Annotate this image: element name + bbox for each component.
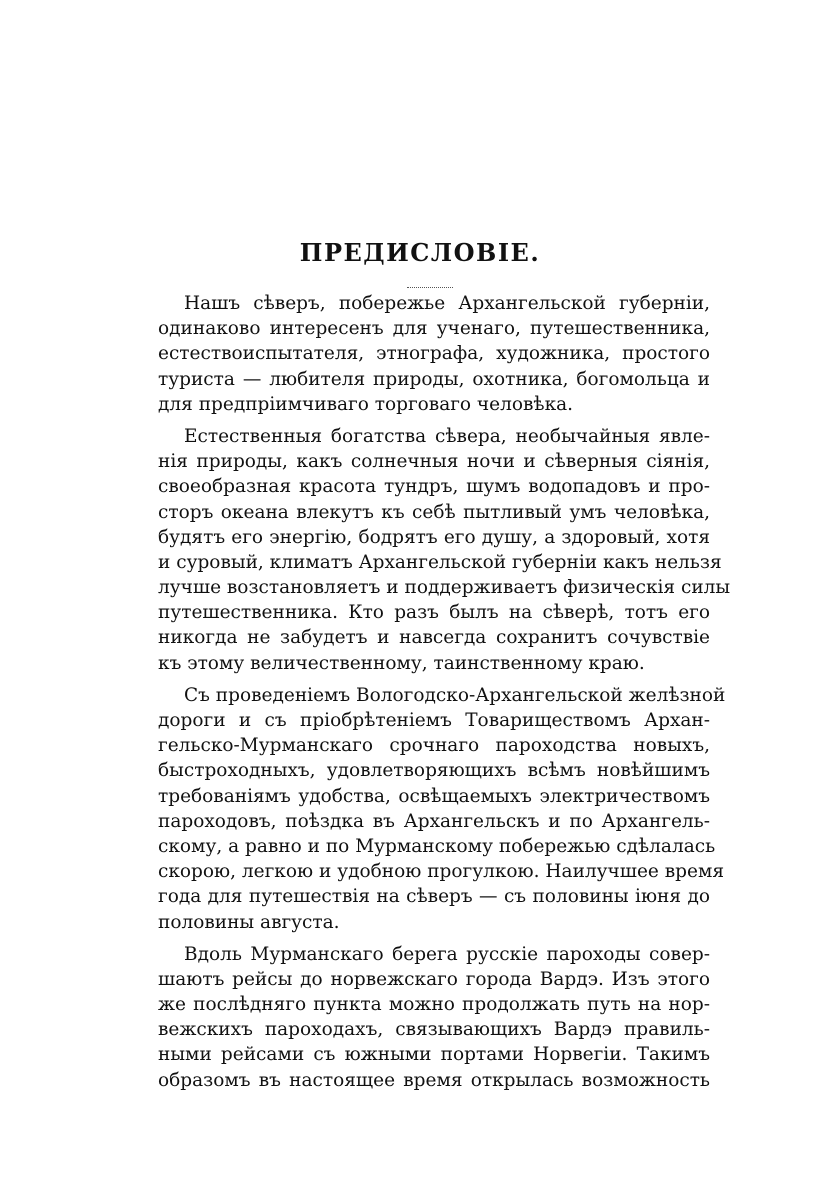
text-line: пароходовъ, поѣздка въ Архангельскъ и по Архангель- <box>158 810 710 832</box>
page-title: ПРЕДИСЛОВІЕ. <box>299 238 541 267</box>
text-line: естествоиспытателя, этнографа, художника, простого <box>158 343 710 365</box>
preface-text <box>158 291 731 1100</box>
text-line: шаютъ рейсы до норвежскаго города Вардэ. Изъ этого <box>158 968 710 990</box>
text-line: для предпріимчиваго торговаго человѣка. <box>158 393 574 415</box>
text-line: скому, а равно и по Мурманскому побережью сдѣлалась <box>158 835 716 857</box>
text-line: быстроходныхъ, удовлетворяющихъ всѣмъ новѣйшимъ <box>158 760 710 782</box>
text-line: Нашъ сѣверъ, побережье Архангельской губерніи, <box>184 293 710 314</box>
title-divider <box>407 287 453 288</box>
text-line: ными рейсами съ южными портами Норвегіи. Такимъ <box>158 1044 710 1066</box>
text-line: гельско-Мурманскаго срочнаго пароходства новыхъ, <box>158 735 710 757</box>
text-line: лучше возстановляетъ и поддерживаетъ физическія силы <box>158 577 731 599</box>
text-line: къ этому величественному, таинственному краю. <box>158 652 645 674</box>
text-line: скорою, легкою и удобною прогулкою. Наилучшее время <box>158 861 725 883</box>
text-line: будятъ его энергію, бодрятъ его душу, а здоровый, хотя <box>158 526 710 548</box>
text-line: своеобразная красота тундръ, шумъ водопадовъ и про- <box>158 476 710 498</box>
text-line: туриста — любителя природы, охотника, богомольца и <box>158 368 710 390</box>
text-line: года для путешествія на сѣверъ — съ половины іюня до <box>158 886 710 908</box>
text-line: половины августа. <box>158 911 340 933</box>
text-line: никогда не забудетъ и навсегда сохранитъ сочувствіе <box>158 627 710 649</box>
text-line: сторъ океана влекутъ къ себѣ пытливый умъ человѣка, <box>158 501 710 523</box>
text-line: образомъ въ настоящее время открылась возможность <box>158 1069 710 1091</box>
text-line: Естественныя богатства сѣвера, необычайныя явле- <box>184 425 710 447</box>
text-line: дороги и съ пріобрѣтеніемъ Товариществомъ Архан- <box>158 710 710 731</box>
text-line: Вдоль Мурманскаго берега русскіе пароходы совер- <box>184 943 710 965</box>
paragraph <box>158 683 726 935</box>
text-line: путешественника. Кто разъ былъ на сѣверѣ, тотъ его <box>158 602 710 624</box>
text-line: же послѣдняго пункта можно продолжать путь на нор- <box>158 994 710 1016</box>
text-line: и суровый, климатъ Архангельской губерніи какъ нельзя <box>158 551 722 573</box>
text-line: вежскихъ пароходахъ, связывающихъ Вардэ правиль- <box>158 1019 710 1041</box>
text-line: нія природы, какъ солнечныя ночи и сѣверныя сіянія, <box>158 451 710 473</box>
text-line: требованіямъ удобства, освѣщаемыхъ электричествомъ <box>158 785 710 807</box>
paragraph <box>158 942 710 1093</box>
paragraph <box>158 424 731 676</box>
text-line: одинаково интересенъ для ученаго, путешественника, <box>158 318 710 340</box>
text-line: Съ проведеніемъ Вологодско-Архангельской желѣзной <box>184 684 726 706</box>
paragraph <box>158 291 710 417</box>
